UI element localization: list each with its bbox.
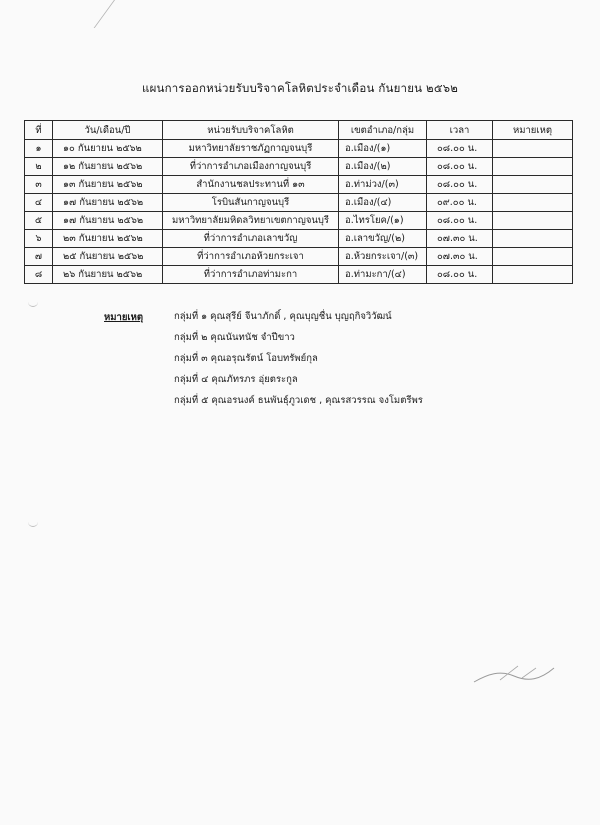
cell-remark xyxy=(493,194,573,212)
cell-district: อ.ห้วยกระเจา/(๓) xyxy=(339,248,427,266)
cell-district: อ.ไทรโยค/(๑) xyxy=(339,212,427,230)
cell-date: ๑๓ กันยายน ๒๕๖๒ xyxy=(53,176,163,194)
signature-scribble xyxy=(470,660,560,690)
table-row xyxy=(25,140,573,158)
cell-unit: โรบินสันกาญจนบุรี xyxy=(163,194,339,212)
cell-no: ๔ xyxy=(25,194,53,212)
cell-time: ๐๘.๐๐ น. xyxy=(427,158,493,176)
header-unit: หน่วยรับบริจาคโลหิต xyxy=(163,121,339,140)
cell-time: ๐๙.๐๐ น. xyxy=(427,194,493,212)
schedule-table xyxy=(24,120,573,284)
header-remark: หมายเหตุ xyxy=(493,121,573,140)
note-line: กลุ่มที่ ๓ คุณอรุณรัตน์ โอบทรัพย์กุล xyxy=(174,353,318,364)
header-no: ที่ xyxy=(25,121,53,140)
cell-remark xyxy=(493,176,573,194)
cell-no: ๘ xyxy=(25,266,53,284)
cell-date: ๑๗ กันยายน ๒๕๖๒ xyxy=(53,212,163,230)
table-row xyxy=(25,230,573,248)
cell-time: ๐๘.๐๐ น. xyxy=(427,140,493,158)
cell-date: ๑๐ กันยายน ๒๕๖๒ xyxy=(53,140,163,158)
cell-unit: ที่ว่าการอำเภอเลาขวัญ xyxy=(163,230,339,248)
notes-list xyxy=(174,310,574,415)
cell-remark xyxy=(493,266,573,284)
note-line: กลุ่มที่ ๑ คุณสุรีย์ จีนาภักดิ์ , คุณบุญชื่น บุญฤกิจวิวัฒน์ xyxy=(174,311,392,322)
cell-date: ๑๒ กันยายน ๒๕๖๒ xyxy=(53,158,163,176)
header-time: เวลา xyxy=(427,121,493,140)
cell-date: ๑๗ กันยายน ๒๕๖๒ xyxy=(53,194,163,212)
note-line: กลุ่มที่ ๕ คุณอรนงค์ ธนพันธุ์ภูวเดช , คุณรสวรรณ จงโมตรีพร xyxy=(174,395,423,406)
cell-time: ๐๘.๐๐ น. xyxy=(427,176,493,194)
table-row xyxy=(25,176,573,194)
table-row xyxy=(25,158,573,176)
cell-time: ๐๘.๐๐ น. xyxy=(427,212,493,230)
cell-remark xyxy=(493,248,573,266)
notes-label: หมายเหตุ xyxy=(104,312,144,323)
cell-no: ๒ xyxy=(25,158,53,176)
cell-no: ๗ xyxy=(25,248,53,266)
cell-date: ๒๖ กันยายน ๒๕๖๒ xyxy=(53,266,163,284)
cell-remark xyxy=(493,212,573,230)
cell-no: ๕ xyxy=(25,212,53,230)
cell-unit: มหาวิทยาลัยราชภัฏกาญจนบุรี xyxy=(163,140,339,158)
table-row xyxy=(25,212,573,230)
cell-district: อ.เมือง/(๑) xyxy=(339,140,427,158)
cell-district: อ.ท่ามะกา/(๔) xyxy=(339,266,427,284)
cell-no: ๖ xyxy=(25,230,53,248)
cell-unit: ที่ว่าการอำเภอเมืองกาญจนบุรี xyxy=(163,158,339,176)
cell-remark xyxy=(493,230,573,248)
cell-unit: มหาวิทยาลัยมหิดลวิทยาเขตกาญจนบุรี xyxy=(163,212,339,230)
cell-district: อ.ท่าม่วง/(๓) xyxy=(339,176,427,194)
cell-unit: ที่ว่าการอำเภอห้วยกระเจา xyxy=(163,248,339,266)
table-row xyxy=(25,194,573,212)
cell-time: ๐๗.๓๐ น. xyxy=(427,230,493,248)
note-line: กลุ่มที่ ๒ คุณนันทนัช จำปีขาว xyxy=(174,332,295,343)
cell-time: ๐๗.๓๐ น. xyxy=(427,248,493,266)
document-title: แผนการออกหน่วยรับบริจาคโลหิตประจำเดือน กันยายน ๒๕๖๒ xyxy=(141,81,459,95)
cell-time: ๐๘.๐๐ น. xyxy=(427,266,493,284)
punch-hole-mark xyxy=(28,300,38,307)
cell-unit: ที่ว่าการอำเภอท่ามะกา xyxy=(163,266,339,284)
cell-remark xyxy=(493,140,573,158)
cell-district: อ.เมือง/(๒) xyxy=(339,158,427,176)
cell-no: ๑ xyxy=(25,140,53,158)
cell-date: ๒๕ กันยายน ๒๕๖๒ xyxy=(53,248,163,266)
table-row xyxy=(25,248,573,266)
page-fold-mark xyxy=(72,0,115,28)
table-row xyxy=(25,266,573,284)
note-line: กลุ่มที่ ๔ คุณภัทรภร อุ่ยตระกูล xyxy=(174,374,298,385)
header-district: เขตอำเภอ/กลุ่ม xyxy=(339,121,427,140)
header-date: วัน/เดือน/ปี xyxy=(53,121,163,140)
punch-hole-mark xyxy=(28,520,38,527)
cell-unit: สำนักงานชลประทานที่ ๑๓ xyxy=(163,176,339,194)
table-header-row xyxy=(25,121,573,140)
cell-no: ๓ xyxy=(25,176,53,194)
cell-district: อ.เมือง/(๔) xyxy=(339,194,427,212)
cell-remark xyxy=(493,158,573,176)
cell-date: ๒๓ กันยายน ๒๕๖๒ xyxy=(53,230,163,248)
cell-district: อ.เลาขวัญ/(๒) xyxy=(339,230,427,248)
